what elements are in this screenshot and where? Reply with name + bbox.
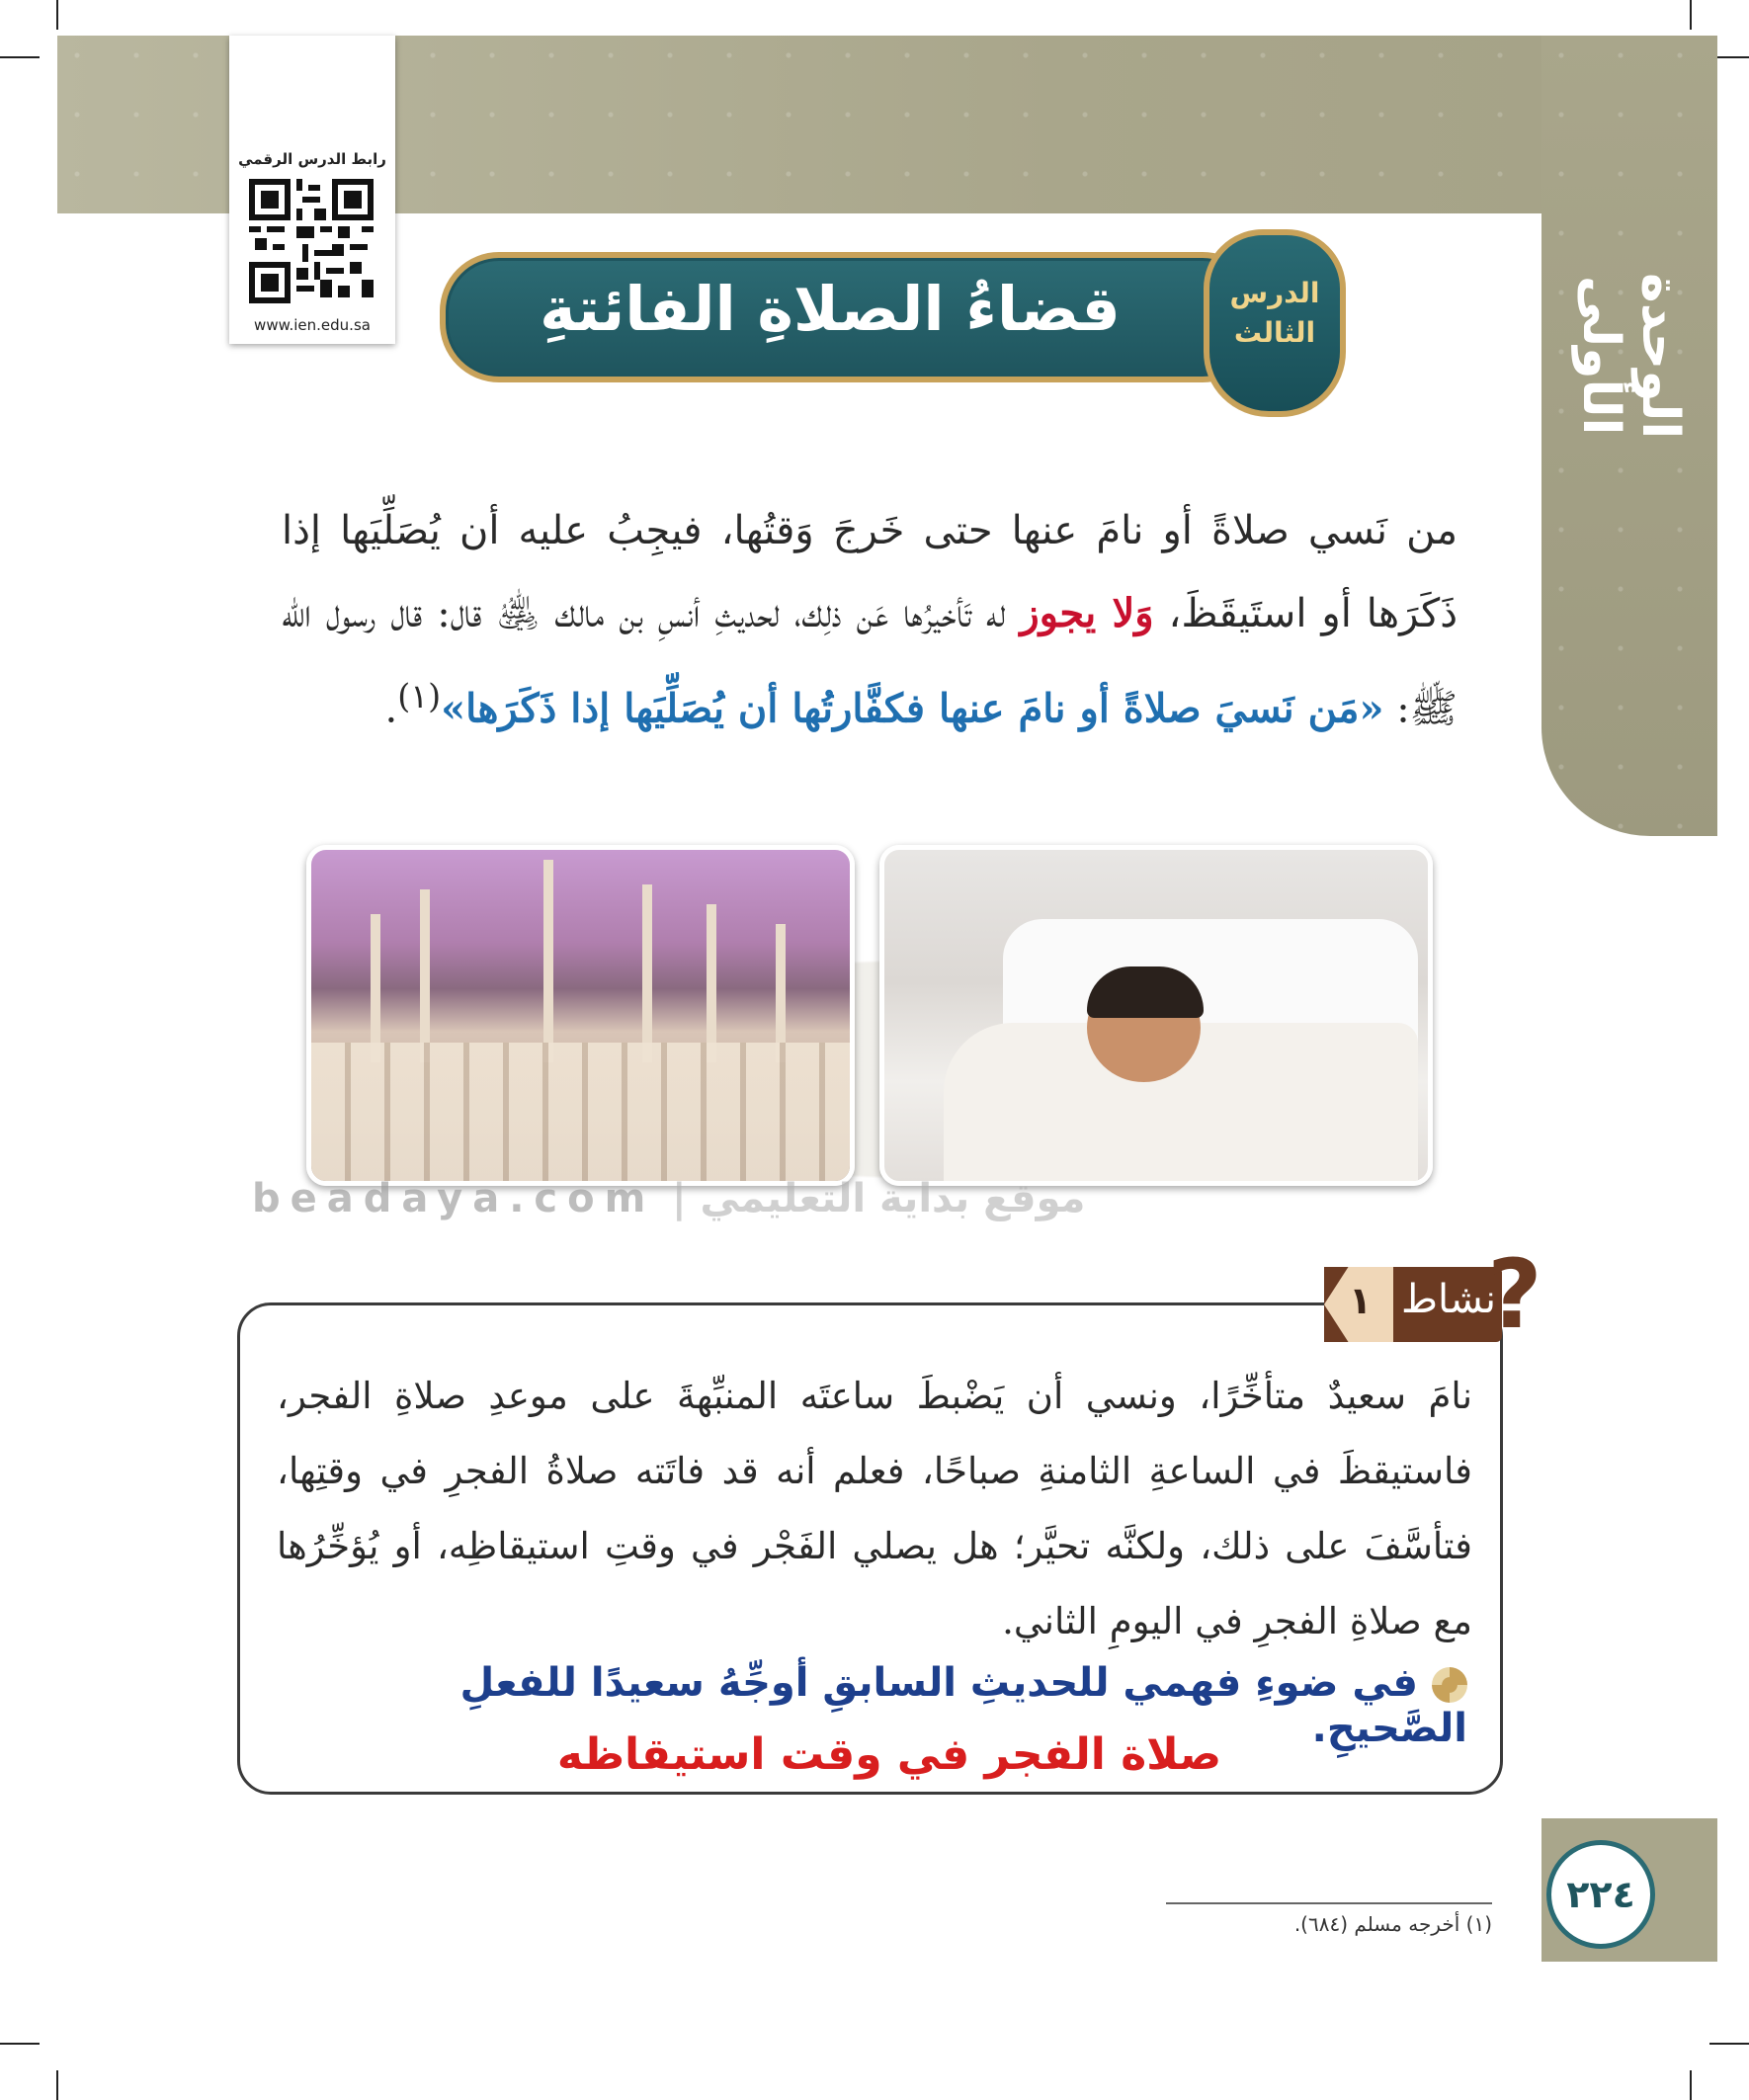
lesson-badge-number: الثالث — [1233, 316, 1316, 349]
footnote: (١) أخرجه مسلم (٦٨٤). — [1293, 1912, 1492, 1936]
unit-title: الوحدة الأولى — [1571, 272, 1690, 440]
crop-mark — [0, 2043, 40, 2045]
activity-answer[interactable]: صلاة الفجر في وقت استيقاظه — [556, 1729, 1222, 1780]
lesson-body — [282, 489, 1458, 750]
lesson-title: قضاءُ الصلاةِ الفائتةِ — [540, 273, 1121, 345]
lesson-badge — [1204, 229, 1346, 417]
mosque-photo — [306, 845, 855, 1186]
crop-mark — [0, 56, 40, 58]
footnote-ref: (١) — [397, 677, 442, 715]
crop-mark — [1690, 0, 1692, 30]
activity-number: ١ — [1349, 1279, 1373, 1322]
watermark-arabic: موقع بداية التعليمي | — [672, 1176, 1086, 1221]
lesson-badge-label: الدرس — [1229, 277, 1320, 309]
body-text: من نَسي صلاةً أو نامَ عنها حتى خَرجَ وَقتُها، فيجِبُ عليه أن يُصَلِّيَها إذا ذَكَرَها أو استَيقَظَ، — [282, 508, 1458, 636]
watermark-text: beadaya.com — [252, 1176, 656, 1221]
hadith-quote: «مَن نَسيَ صلاةً أو نامَ عنها فكفَّارتُها أن يُصَلِّيَها إذا ذَكَرَها» — [441, 685, 1384, 732]
emphasis-text: وَلا يجوز — [1020, 590, 1154, 636]
crop-mark — [1709, 2043, 1749, 2045]
page-number: ٢٢٤ — [1546, 1840, 1655, 1949]
qr-url[interactable]: www.ien.edu.sa — [254, 316, 371, 334]
qr-label: رابط الدرس الرقمي — [238, 150, 386, 168]
body-text: له تَأخيرُها عَن ذلِك، لحديثِ أنسِ بن مالك ﵁ قال: قال رسول الله ﷺ: — [282, 591, 1458, 732]
activity-scenario: نامَ سعيدٌ متأخِّرًا، ونسي أن يَضْبطَ ساعتَه المنبِّهةَ على موعدِ صلاةِ الفجر، فاستيقظَ في الساعةِ الثامنةِ صباحًا، فعلم أنه قد فاتَته صلاةُ الفجرِ في وقتِها، فتأسَّفَ على ذلك، ولكنَّه تحيَّر؛ هل يصلي الفَجْر في وقتِ استيقاظِه، أو يُؤخِّرُها مع صلاةِ الفجرِ في اليومِ الثاني. — [277, 1375, 1472, 1642]
crop-mark — [56, 0, 58, 30]
ornament-icon — [1432, 1667, 1467, 1703]
qr-card[interactable] — [229, 36, 395, 344]
crop-mark — [1690, 2070, 1692, 2100]
crop-mark — [56, 2070, 58, 2100]
qr-code-icon[interactable] — [249, 179, 374, 303]
activity-question-text: في ضوءِ فهمي للحديثِ السابقِ أوجِّهُ سعيدًا للفعلِ الصَّحيحِ. — [459, 1660, 1467, 1751]
body-end: . — [384, 686, 398, 732]
activity-label: نشاط — [1401, 1277, 1496, 1322]
sleeping-boy-photo — [879, 845, 1433, 1186]
footnote-divider — [1166, 1902, 1492, 1904]
question-mark-icon: ? — [1487, 1239, 1542, 1350]
